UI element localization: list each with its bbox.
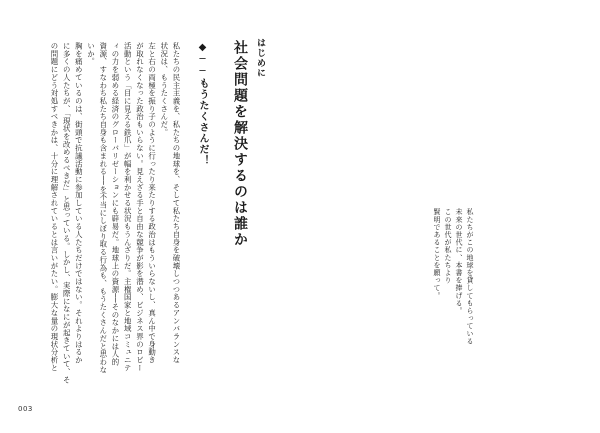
chapter-label: はじめに: [255, 38, 265, 78]
body-column: に多くの人たちが、「現状を改めるべきだ」と思っている。しかし、実際になにが起きていて、そ: [62, 42, 72, 384]
body-column: ィの力を弱める経済のグローバリゼーションにも辟易だ。地球上の資源──そのなかには人的: [110, 42, 120, 366]
body-column: 左と右の両極を振り子のように行ったり来たりする政治はもういらないし、真ん中で身動き: [147, 42, 157, 364]
dedication-line: この世代が私たちより: [444, 208, 452, 284]
dedication: [423, 208, 475, 345]
body-column: 胸を痛めているのは、街頭で抗議活動に参加している人たちだけではない。それよりはるか: [74, 42, 84, 364]
body-column: 状況は、もうたくさんだ。: [159, 42, 169, 137]
dedication-line: 賢明であることを願って。: [433, 208, 441, 300]
body-column: いか。: [86, 42, 96, 66]
chapter-title: 社会問題を解決するのは誰か: [232, 40, 248, 248]
dedication-line: 未来の世代に、本書を捧げる。: [455, 208, 463, 315]
body-column: 私たちの民主主義を、私たちの地球を、そして私たち自身を破壊しつつあるアンバランスな: [172, 42, 181, 364]
body-column: 資源、すなわち私たち自身も含まれる──を不当にしぼり取る行為も、もうたくさんだと思わな: [98, 42, 108, 374]
dedication-line: 私たちがこの地球を貸してもらっている: [466, 208, 474, 345]
body-column: 活動という「目に見える鉄爪」が幅を利かせる状況もうんざりだ。主権国家と地域コミュニテ: [123, 42, 133, 372]
body-column: が取れなくなった政治もいらない。見えざる手と自由な競争が影を潜め、ビジネス界のロビー: [135, 42, 145, 372]
page-number: 003: [18, 405, 33, 413]
body-column: の問題にどう対処すべきかは、十分に理解されているとは言いがたい。膨大な量の現状分析と: [49, 42, 59, 372]
body-text: [35, 42, 182, 392]
section-heading: ◆──もうたくさんだ！: [197, 42, 208, 166]
